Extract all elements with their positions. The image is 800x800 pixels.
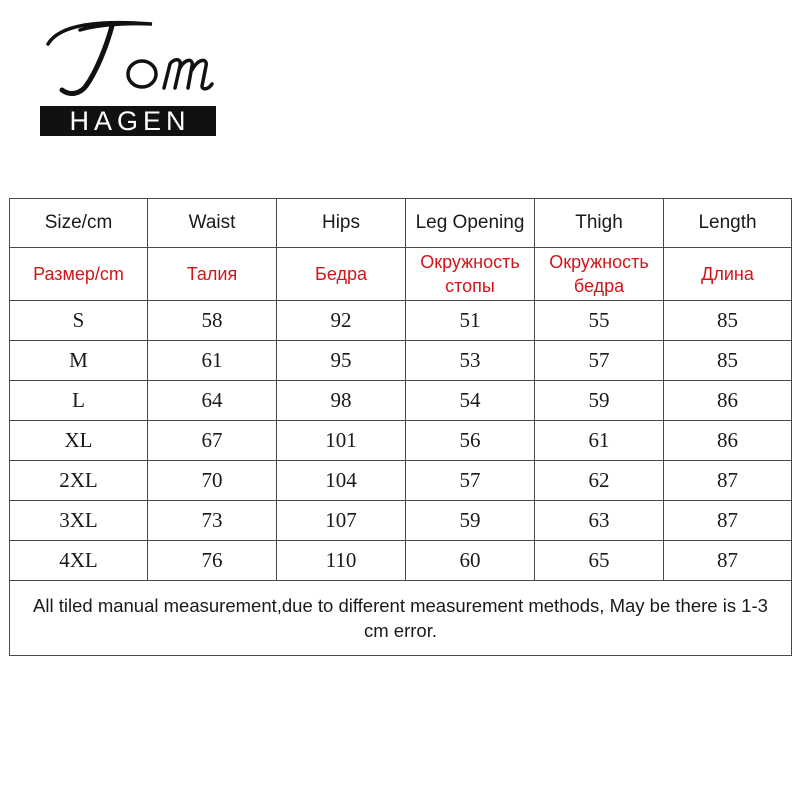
leg-opening-cell: 51 bbox=[406, 301, 535, 341]
header-hips: Hips bbox=[277, 199, 406, 248]
length-cell: 87 bbox=[664, 541, 792, 581]
table-row bbox=[10, 541, 792, 581]
header-row-english bbox=[10, 199, 792, 248]
header-size: Size/cm bbox=[10, 199, 148, 248]
table-row bbox=[10, 341, 792, 381]
length-cell: 86 bbox=[664, 381, 792, 421]
leg-opening-cell: 57 bbox=[406, 461, 535, 501]
leg-opening-cell: 59 bbox=[406, 501, 535, 541]
thigh-cell: 59 bbox=[535, 381, 664, 421]
size-cell: 4XL bbox=[10, 541, 148, 581]
header-ru-length: Длина bbox=[664, 248, 792, 301]
thigh-cell: 65 bbox=[535, 541, 664, 581]
thigh-cell: 61 bbox=[535, 421, 664, 461]
size-cell: M bbox=[10, 341, 148, 381]
logo-hagen-text: HAGEN bbox=[69, 106, 191, 136]
brand-logo bbox=[40, 14, 218, 136]
thigh-cell: 55 bbox=[535, 301, 664, 341]
size-cell: XL bbox=[10, 421, 148, 461]
header-leg-opening: Leg Opening bbox=[406, 199, 535, 248]
logo-script-wordmark bbox=[40, 14, 218, 104]
length-cell: 85 bbox=[664, 341, 792, 381]
hips-cell: 92 bbox=[277, 301, 406, 341]
waist-cell: 58 bbox=[148, 301, 277, 341]
size-cell: 2XL bbox=[10, 461, 148, 501]
leg-opening-cell: 56 bbox=[406, 421, 535, 461]
thigh-cell: 63 bbox=[535, 501, 664, 541]
thigh-cell: 57 bbox=[535, 341, 664, 381]
header-row-russian bbox=[10, 248, 792, 301]
hips-cell: 110 bbox=[277, 541, 406, 581]
header-ru-leg-opening: Окружность стопы bbox=[406, 248, 535, 301]
hips-cell: 98 bbox=[277, 381, 406, 421]
header-thigh: Thigh bbox=[535, 199, 664, 248]
thigh-cell: 62 bbox=[535, 461, 664, 501]
measurement-note: All tiled manual measurement,due to different measurement methods, May be there is 1-3 cm error. bbox=[10, 581, 792, 656]
header-ru-waist: Талия bbox=[148, 248, 277, 301]
hips-cell: 95 bbox=[277, 341, 406, 381]
header-ru-size: Размер/cm bbox=[10, 248, 148, 301]
header-waist: Waist bbox=[148, 199, 277, 248]
leg-opening-cell: 53 bbox=[406, 341, 535, 381]
size-cell: S bbox=[10, 301, 148, 341]
logo-hagen-bar bbox=[40, 106, 216, 136]
length-cell: 87 bbox=[664, 461, 792, 501]
length-cell: 86 bbox=[664, 421, 792, 461]
waist-cell: 70 bbox=[148, 461, 277, 501]
hips-cell: 101 bbox=[277, 421, 406, 461]
note-row bbox=[10, 581, 792, 656]
table-row bbox=[10, 501, 792, 541]
waist-cell: 61 bbox=[148, 341, 277, 381]
size-chart-table bbox=[9, 198, 792, 656]
waist-cell: 76 bbox=[148, 541, 277, 581]
header-length: Length bbox=[664, 199, 792, 248]
waist-cell: 67 bbox=[148, 421, 277, 461]
size-cell: 3XL bbox=[10, 501, 148, 541]
length-cell: 87 bbox=[664, 501, 792, 541]
leg-opening-cell: 60 bbox=[406, 541, 535, 581]
header-ru-hips: Бедра bbox=[277, 248, 406, 301]
hips-cell: 104 bbox=[277, 461, 406, 501]
hips-cell: 107 bbox=[277, 501, 406, 541]
waist-cell: 73 bbox=[148, 501, 277, 541]
size-cell: L bbox=[10, 381, 148, 421]
length-cell: 85 bbox=[664, 301, 792, 341]
table-row bbox=[10, 421, 792, 461]
table-row bbox=[10, 461, 792, 501]
table-row bbox=[10, 301, 792, 341]
waist-cell: 64 bbox=[148, 381, 277, 421]
header-ru-thigh: Окружность бедра bbox=[535, 248, 664, 301]
table-row bbox=[10, 381, 792, 421]
leg-opening-cell: 54 bbox=[406, 381, 535, 421]
